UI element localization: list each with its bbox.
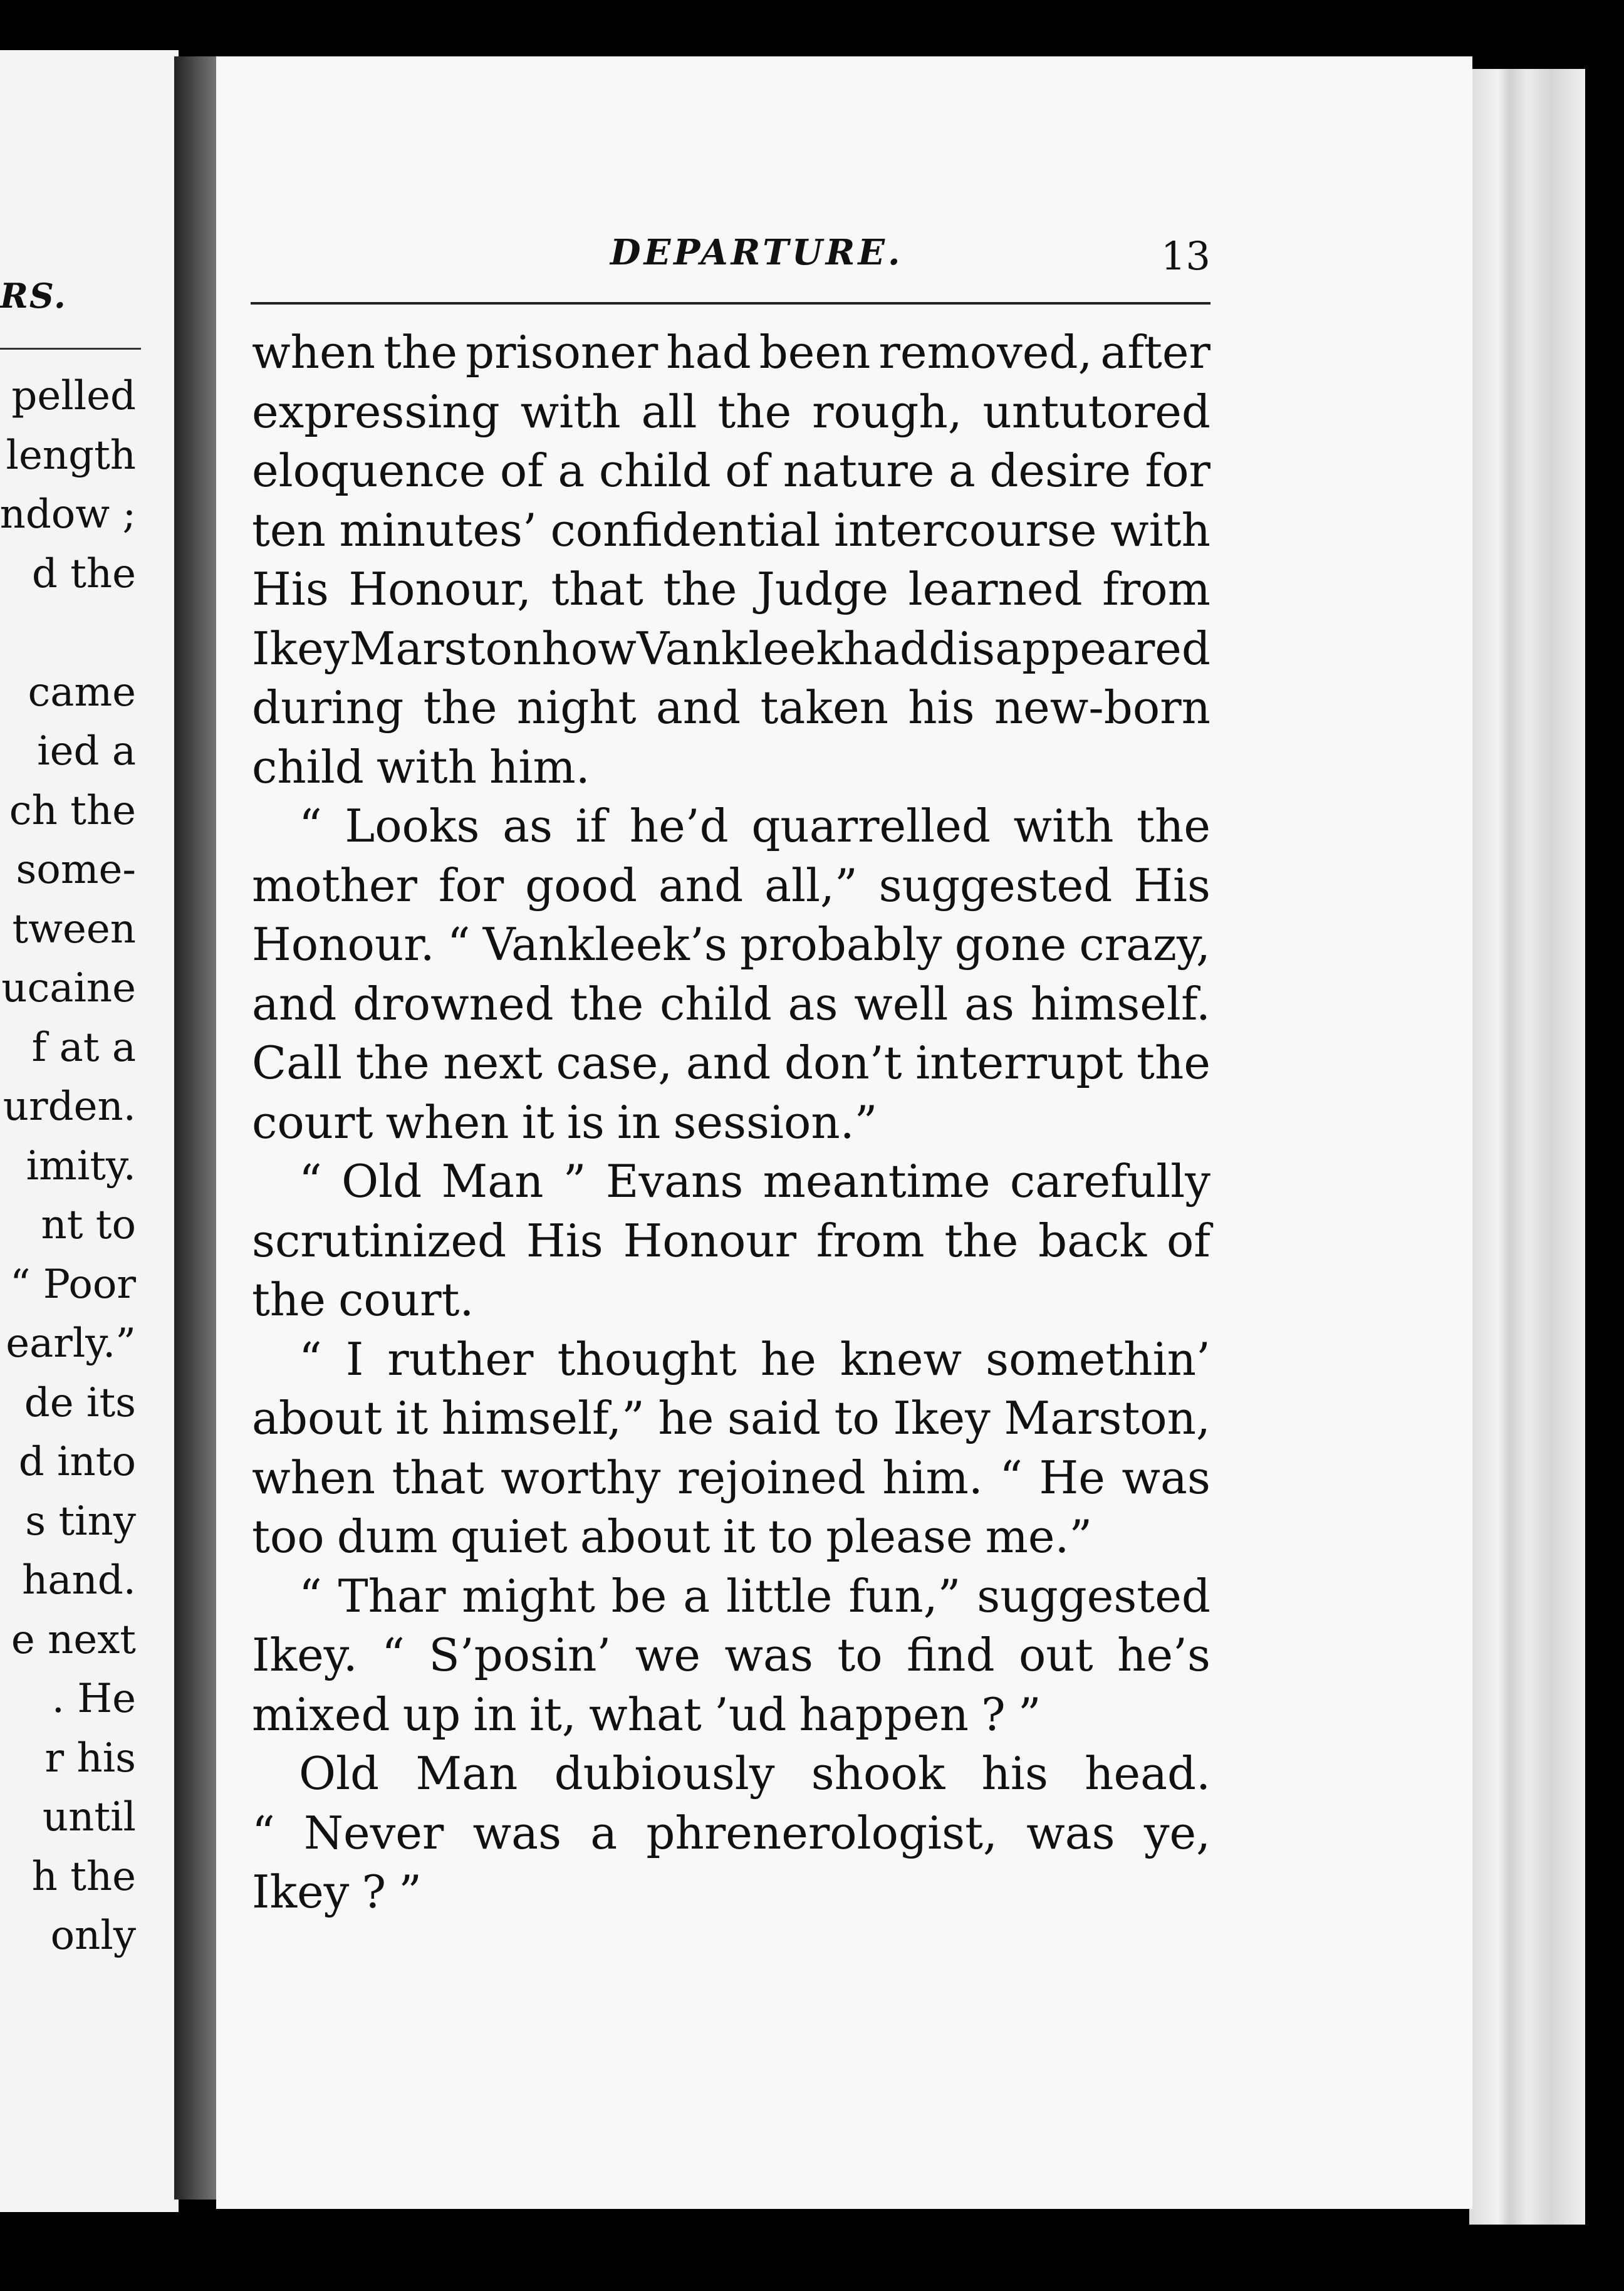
left-line-fragment: e next	[11, 1616, 136, 1663]
word: the	[717, 385, 792, 438]
word: minutes’	[339, 503, 537, 556]
word: suggested	[878, 858, 1113, 912]
word: Man	[441, 1155, 544, 1208]
word: Honour	[623, 1214, 797, 1267]
word: eloquence	[252, 444, 486, 497]
left-line-fragment: d the	[31, 550, 136, 597]
word: “	[447, 918, 471, 971]
text-line	[252, 1033, 1210, 1093]
left-line-fragment: early.”	[6, 1320, 136, 1367]
word: somethin’	[986, 1332, 1210, 1386]
word: Old	[341, 1155, 422, 1208]
word: the	[383, 326, 457, 378]
word: too	[252, 1510, 325, 1563]
word: quarrelled	[751, 800, 991, 852]
word: ?	[362, 1866, 387, 1918]
left-line-fragment: pelled	[11, 373, 136, 419]
word: good	[525, 858, 637, 912]
word: is	[566, 1095, 605, 1149]
text-line	[252, 1389, 1210, 1448]
word: himself,”	[441, 1392, 645, 1444]
word: mixed	[252, 1688, 390, 1741]
left-line-fragment: until	[42, 1794, 136, 1840]
word: happen	[799, 1688, 969, 1741]
word: interrupt	[915, 1036, 1123, 1089]
left-line-fragment: hand.	[22, 1557, 136, 1604]
word: the	[570, 977, 644, 1030]
word: He	[1039, 1451, 1105, 1504]
word: desire	[989, 444, 1132, 497]
word: it	[521, 1095, 554, 1149]
word: might	[462, 1569, 595, 1622]
left-line-fragment: de its	[24, 1379, 136, 1426]
word: was	[1122, 1451, 1210, 1504]
left-line-fragment: ndow ;	[0, 491, 136, 538]
word: a	[558, 444, 585, 497]
word: little	[726, 1569, 833, 1622]
word: “	[382, 1629, 405, 1681]
word: Ikey	[252, 1866, 350, 1918]
word: Marston	[349, 622, 542, 675]
word: had	[843, 622, 929, 675]
left-page	[0, 50, 179, 2212]
word: court.	[338, 1273, 474, 1326]
word: and	[655, 681, 741, 734]
word: me.”	[985, 1510, 1093, 1563]
word: ”	[398, 1866, 422, 1918]
left-line-fragment: nt to	[41, 1202, 136, 1248]
text-line	[252, 1567, 1210, 1626]
left-line-fragment: ied a	[37, 728, 136, 775]
word: of	[725, 444, 769, 497]
word: he	[760, 1332, 816, 1386]
word: him.	[882, 1451, 983, 1504]
word: we	[635, 1629, 700, 1681]
word: prisoner	[466, 326, 658, 378]
word: ye,	[1143, 1806, 1210, 1859]
word: please	[826, 1510, 973, 1563]
left-line-fragment: length	[6, 432, 136, 479]
left-line-fragment: s tiny	[25, 1498, 136, 1545]
word: ruther	[387, 1332, 534, 1386]
word: it	[722, 1510, 756, 1563]
left-line-fragment: ucaine	[1, 965, 136, 1011]
left-line-fragment: “ Poor	[9, 1261, 136, 1308]
word: Judge	[756, 563, 888, 615]
word: ?	[981, 1688, 1006, 1741]
text-line	[252, 1862, 1210, 1922]
word: I	[345, 1332, 364, 1386]
word: if	[575, 800, 607, 852]
word: child	[659, 977, 772, 1030]
word: disappeared	[929, 622, 1210, 675]
word: night	[516, 681, 637, 734]
text-line	[252, 1803, 1210, 1863]
word: Evans	[605, 1155, 744, 1208]
word: nature	[783, 444, 935, 497]
word: the	[423, 681, 497, 734]
text-line	[252, 1626, 1210, 1685]
word: session.”	[673, 1095, 878, 1149]
body-text	[252, 323, 1210, 1922]
word: shook	[811, 1747, 945, 1800]
word: a	[683, 1569, 710, 1622]
left-line-fragment: imity.	[26, 1142, 136, 1189]
word: it	[395, 1392, 429, 1444]
word: as	[964, 977, 1014, 1030]
word: he’s	[1117, 1629, 1210, 1681]
word: Ikey.	[252, 1629, 358, 1681]
left-line-fragment: d into	[18, 1439, 136, 1485]
word: S’posin’	[429, 1629, 612, 1681]
word: case,	[556, 1036, 673, 1089]
word: a	[948, 444, 976, 497]
word: it,	[529, 1688, 576, 1741]
word: Vankleek’s	[482, 918, 727, 971]
word: next	[443, 1036, 543, 1089]
word: thought	[557, 1332, 737, 1386]
left-header-rule	[0, 348, 141, 350]
text-line	[252, 1448, 1210, 1508]
word: from	[1102, 563, 1210, 615]
word: the	[355, 1036, 430, 1089]
word: when	[385, 1095, 509, 1149]
left-line-fragment: f at a	[31, 1024, 136, 1071]
word: confidential	[550, 503, 821, 556]
word: in	[473, 1688, 517, 1741]
word: in	[617, 1095, 661, 1149]
word: back	[1038, 1214, 1147, 1267]
word: for	[1145, 444, 1210, 497]
text-line	[252, 1270, 1210, 1330]
word: scrutinized	[252, 1214, 507, 1267]
word: gone	[954, 918, 1067, 971]
left-line-fragment: h the	[31, 1853, 136, 1900]
word: as	[502, 800, 553, 852]
text-line	[252, 1211, 1210, 1271]
left-line-fragment	[0, 603, 136, 663]
word: dum	[336, 1510, 438, 1563]
word: court	[252, 1095, 373, 1149]
text-line	[252, 323, 1210, 382]
text-line	[252, 1152, 1210, 1211]
word: how	[541, 622, 637, 675]
left-line-fragment: urden.	[3, 1083, 136, 1130]
word: Vankleek	[637, 622, 844, 675]
word: child	[598, 444, 711, 497]
text-line	[252, 441, 1210, 501]
left-running-head-fragment: RS.	[0, 276, 67, 316]
page-edges	[1469, 69, 1585, 2225]
word: all	[641, 385, 697, 438]
left-line-fragment: some-	[16, 847, 136, 893]
word: and	[252, 977, 337, 1030]
word: worthy	[501, 1451, 661, 1504]
text-line	[252, 856, 1210, 916]
word: Old	[299, 1747, 380, 1800]
word: been	[759, 326, 871, 378]
word: removed,	[878, 326, 1093, 378]
word: don’t	[784, 1036, 902, 1089]
word: Ikey	[893, 1392, 991, 1444]
word: phrenerologist,	[646, 1806, 997, 1859]
word: drowned	[353, 977, 554, 1030]
text-line	[252, 738, 1210, 797]
word: and	[658, 858, 744, 912]
left-line-fragment: came	[28, 669, 136, 716]
word: find	[907, 1629, 995, 1681]
word: him.	[489, 740, 590, 793]
word: “	[999, 1451, 1023, 1504]
text-line	[252, 1330, 1210, 1389]
word: his	[981, 1747, 1048, 1800]
word: to	[837, 1629, 883, 1681]
text-line	[252, 974, 1210, 1034]
word: be	[611, 1569, 667, 1622]
left-line-fragment: ch the	[9, 787, 136, 834]
text-line	[252, 501, 1210, 560]
word: ”	[563, 1155, 586, 1208]
word: Never	[304, 1806, 444, 1859]
word: “	[299, 800, 322, 852]
word: from	[816, 1214, 925, 1267]
word: the	[252, 1273, 326, 1326]
running-head: DEPARTURE.	[610, 232, 903, 273]
word: after	[1100, 326, 1210, 378]
word: about	[252, 1392, 382, 1444]
word: the	[1137, 1036, 1210, 1089]
text-line	[252, 560, 1210, 619]
left-line-fragment: . He	[51, 1676, 136, 1722]
text-line	[252, 1507, 1210, 1567]
book-gutter	[174, 56, 219, 2200]
word: well	[854, 977, 949, 1030]
left-line-fragment: tween	[12, 905, 136, 952]
word: of	[1166, 1214, 1210, 1267]
word: carefully	[1009, 1155, 1210, 1208]
word: said	[727, 1392, 821, 1444]
word: his	[908, 681, 975, 734]
word: taken	[760, 681, 888, 734]
word: himself.	[1030, 977, 1210, 1030]
word: meantime	[763, 1155, 991, 1208]
word: the	[944, 1214, 1019, 1267]
word: Marston,	[1004, 1392, 1210, 1444]
text-line	[252, 915, 1210, 974]
word: “	[299, 1569, 322, 1622]
word: to	[834, 1392, 880, 1444]
word: intercourse	[834, 503, 1097, 556]
word: untutored	[982, 385, 1210, 438]
word: mother	[252, 858, 417, 912]
page-number: 13	[1161, 233, 1210, 279]
word: up	[402, 1688, 461, 1741]
word: had	[666, 326, 751, 378]
word: His	[1133, 858, 1210, 912]
word: knew	[840, 1332, 962, 1386]
text-line	[252, 619, 1210, 679]
text-line	[252, 1744, 1210, 1803]
word: with	[1110, 503, 1210, 556]
word: he	[658, 1392, 714, 1444]
word: fun,”	[848, 1569, 961, 1622]
text-line	[252, 678, 1210, 738]
word: when	[252, 326, 375, 378]
header-rule	[251, 302, 1210, 305]
word: and	[685, 1036, 771, 1089]
word: suggested	[977, 1569, 1210, 1622]
word: that	[392, 1451, 484, 1504]
word: head.	[1085, 1747, 1210, 1800]
word: of	[499, 444, 544, 497]
left-line-fragment: only	[50, 1913, 136, 1959]
left-page-text	[0, 367, 136, 1966]
word: as	[788, 977, 838, 1030]
text-line	[252, 382, 1210, 442]
word: “	[299, 1332, 322, 1386]
word: quiet	[450, 1510, 568, 1563]
text-line	[252, 1685, 1210, 1745]
word: crazy,	[1079, 918, 1210, 971]
word: about	[580, 1510, 710, 1563]
word: to	[768, 1510, 814, 1563]
word: that	[551, 563, 643, 615]
word: was	[1026, 1806, 1115, 1859]
word: with	[377, 740, 477, 793]
word: out	[1018, 1629, 1093, 1681]
word: Man	[415, 1747, 518, 1800]
word: a	[590, 1806, 618, 1859]
word: with	[1013, 800, 1114, 852]
word: learned	[908, 563, 1083, 615]
word: rejoined	[677, 1451, 866, 1504]
word: for	[438, 858, 504, 912]
word: Looks	[345, 800, 480, 852]
word: during	[252, 681, 404, 734]
word: Thar	[338, 1569, 446, 1622]
word: Honour,	[348, 563, 531, 615]
word: ’ud	[714, 1688, 787, 1741]
word: His	[526, 1214, 603, 1267]
word: ten	[252, 503, 326, 556]
word: all,”	[764, 858, 858, 912]
text-line	[252, 1093, 1210, 1152]
word: was	[724, 1629, 813, 1681]
word: Call	[252, 1036, 343, 1089]
word: the	[663, 563, 737, 615]
word: when	[252, 1451, 375, 1504]
word: the	[1137, 800, 1210, 852]
word: “	[299, 1155, 322, 1208]
word: probably	[739, 918, 942, 971]
word: expressing	[252, 385, 500, 438]
word: Honour.	[252, 918, 435, 971]
word: he’d	[629, 800, 729, 852]
word: dubiously	[554, 1747, 775, 1800]
word: rough,	[812, 385, 962, 438]
word: child	[252, 740, 364, 793]
word: new-born	[994, 681, 1210, 734]
word: Ikey	[252, 622, 350, 675]
word: what	[588, 1688, 702, 1741]
left-line-fragment: r his	[44, 1735, 136, 1782]
word: with	[520, 385, 621, 438]
word: was	[472, 1806, 562, 1859]
word: “	[252, 1806, 275, 1859]
word: ”	[1018, 1688, 1041, 1741]
word: His	[252, 563, 329, 615]
text-line	[252, 796, 1210, 856]
